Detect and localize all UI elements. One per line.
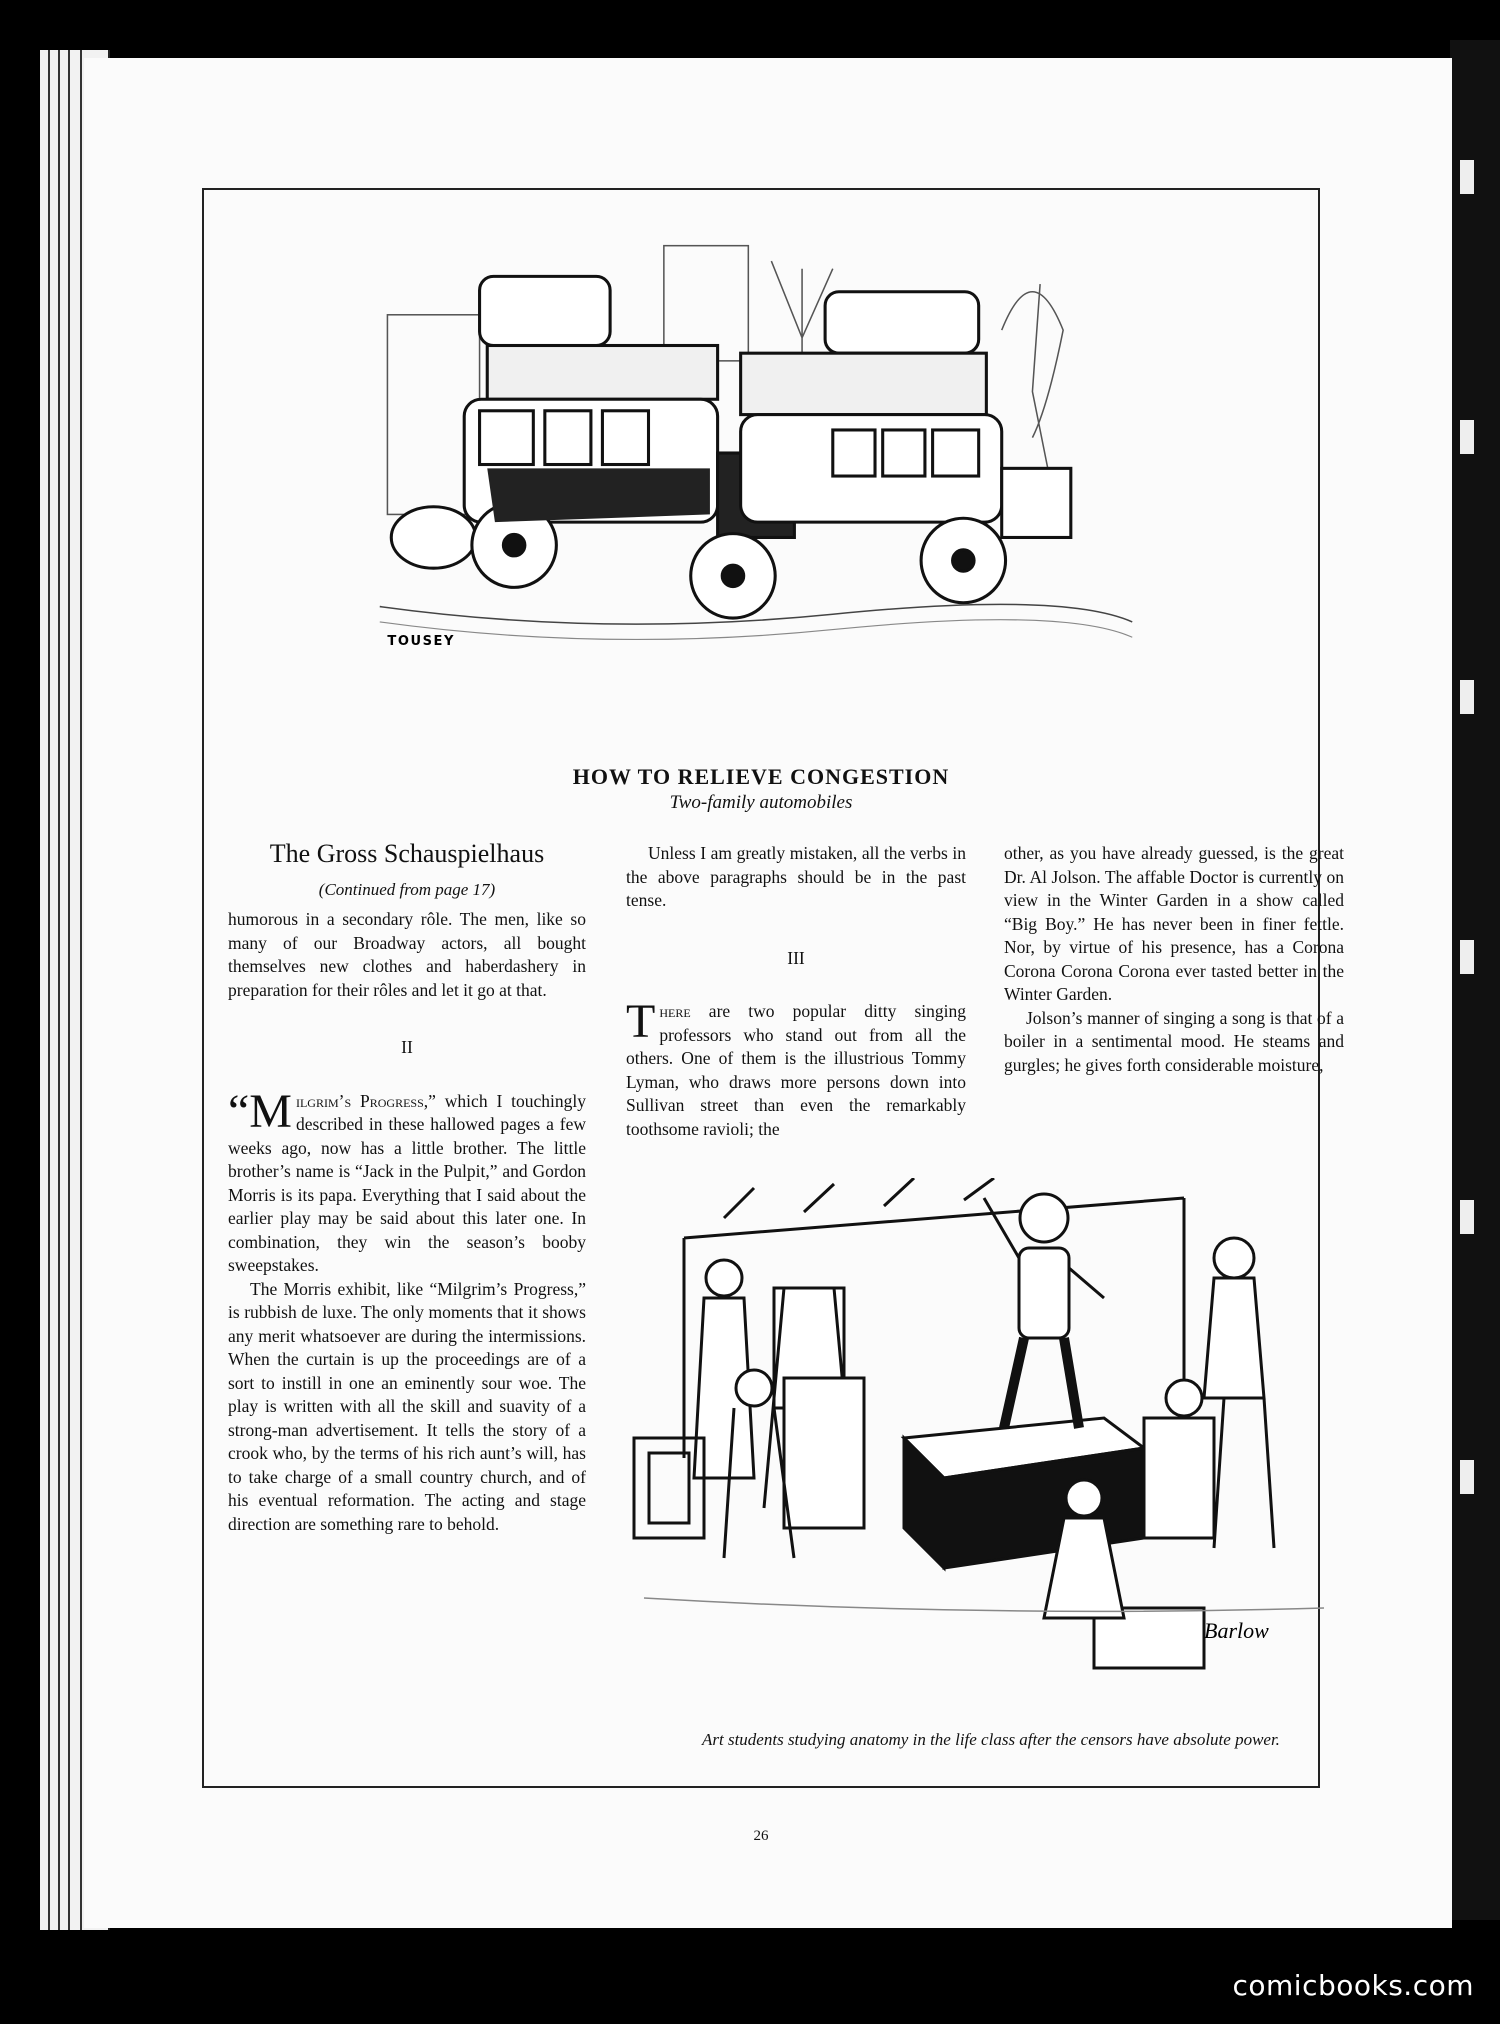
studio-illustration-caption: Art students studying anatomy in the life class after the censors have absolute power. [702,1730,1280,1749]
paragraph: Unless I am greatly mistaken, all the verbs in the above paragraphs should be in the past tense. [626,843,966,910]
article-title: The Gross Schauspielhaus [269,839,545,868]
barlow-signature: Barlow [1204,1618,1269,1643]
illustration-caption-title: HOW TO RELIEVE CONGESTION [572,764,950,789]
magazine-page [84,58,1452,1928]
drop-cap: “M [228,1084,292,1138]
paragraph: There are two popular ditty singing professors who stand out from all the others. One of them is the illustrious Tommy Lyman, who draws more persons down into Sullivan street than even the remarkably toothsome ravioli; the [626,995,966,1139]
paragraph: other, as you have already guessed, is the great Dr. Al Jolson. The affable Doctor is currently on view in the Winter Garden in a show called “Big Boy.” He has never been in finer fettle. Nor, by virtue of his presence, has a Corona Corona Corona Corona ever tasted better in the Winter Garden. [1004,843,1344,1004]
page-number: 26 [753,1828,769,1844]
site-watermark: comicbooks.com [1232,1969,1474,2002]
book-spine-right [1450,40,1500,1920]
column-3 [1004,842,1344,1077]
paragraph: humorous in a secondary rôle. The men, like so many of our Broadway actors, all bought themselves new clothes and haberdashery in preparation for their rôles and let it go at that. [228,909,586,1000]
continued-note: (Continued from page 17) [318,880,496,899]
section-heading-2: II [401,1037,413,1057]
art-studio-illustration [624,1178,1344,1778]
paragraph: Jolson’s manner of singing a song is that of a boiler in a sentimental mood. He steams and gurgles; he gives forth considerable moisture, [1004,1007,1344,1075]
column-2 [626,842,966,1141]
paragraph: The Morris exhibit, like “Milgrim’s Progress,” is rubbish de luxe. The only moments that it shows any merit whatsoever are during the intermissions. When the curtain is up the proceedings are of a sort to instill in one an eminently sour woe. The play is written with all the skill and suavity of a strong-man advertisement. It tells the story of a crook who, by the terms of his rich aunt’s will, has to take charge of a small country church, and of his eventual reformation. The acting and stage direction are something rare to behold. [228,1278,586,1534]
cars-illustration [256,238,1256,668]
section-heading-3: III [787,947,805,968]
drop-cap: T [626,995,656,1048]
illustration-caption-subtitle: Two-family automobiles [669,792,853,813]
tousey-signature: TOUSEY [387,633,455,649]
paragraph: “Milgrim’s Progress,” which I touchingly described in these hallowed pages a few weeks ago, now has a little brother. The little brother’s name is “Jack in the Pulpit,” and Gordon Morris is its papa. Everything that I said about the earlier play may be said about this later one. In combination, they win the season’s booby sweepstakes. [228,1084,586,1275]
